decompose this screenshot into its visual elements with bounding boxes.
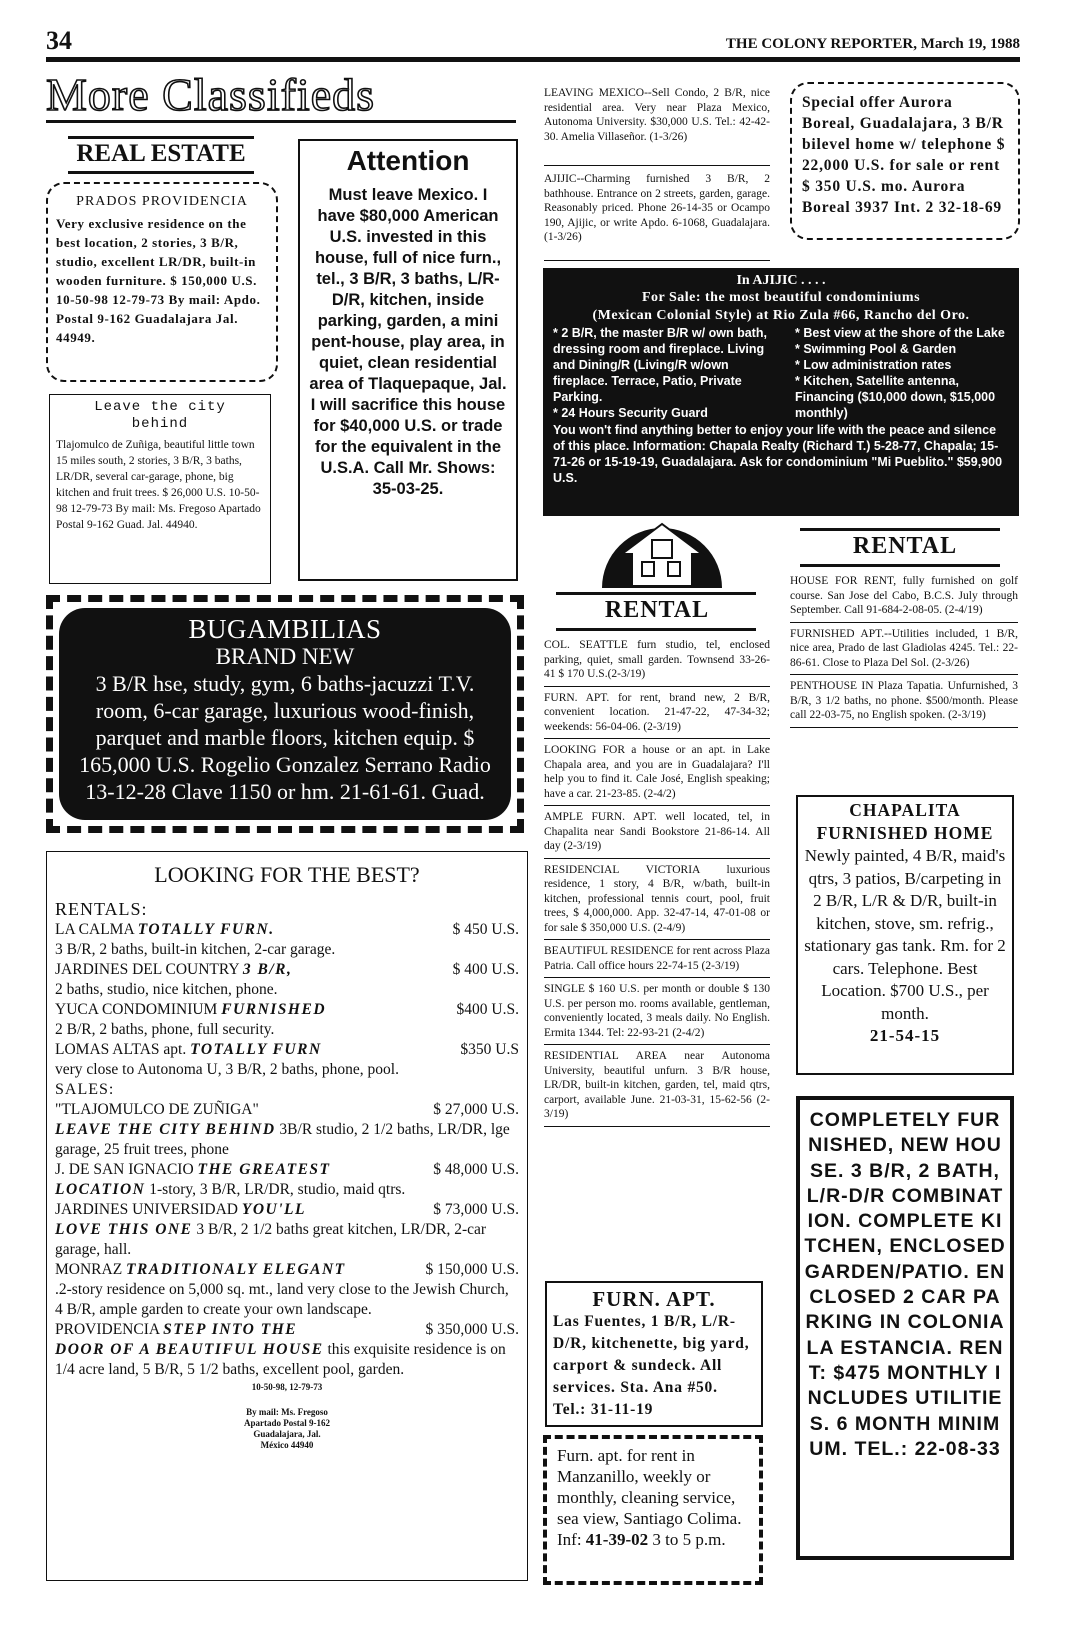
attention-title: Attention <box>346 145 470 176</box>
right-rental-rule-top <box>800 528 1000 531</box>
rentals-list <box>55 920 519 1080</box>
condo-right-item: * Swimming Pool & Garden <box>795 342 957 356</box>
rental-price: $400 U.S. <box>456 1001 519 1018</box>
classified-item: SINGLE $ 160 U.S. per month or double $ 130 U.S. per person mo. rooms available, gentleman, conveniently located, 3 meals daily. No English. Ermita 1344. Tel: 22-93-21 (2-4/2) <box>544 978 770 1045</box>
sale-name: J. DE SAN IGNACIO <box>55 1161 194 1178</box>
mid-rental-list <box>544 634 770 1127</box>
condo-left-item: * 24 Hours Security Guard <box>553 406 708 420</box>
furn-apt-text: Las Fuentes, 1 B/R, L/R-D/R, kitchenette, big yard, carport & sundeck. All services. Sta. Ana #50. Tel.: 31-11-19 <box>553 1313 750 1418</box>
sale-desc-line <box>55 1280 519 1320</box>
manzanillo-text <box>557 1445 749 1550</box>
rental-name: LA CALMA <box>55 921 134 938</box>
completely-furnished-text: COMPLETELY FURNISHED, NEW HOUSE. 3 B/R, 2 BATH, L/R-D/R COMBINATION. COMPLETE KITCHEN, ENCLOSED GARDEN/PATIO. ENCLOSED 2 CAR PARKING IN COLONIA LA ESTANCIA. RENT: $475 MONTHLY INCLUDES UTILITIES. 6 MONTH MINIMUM. TEL.: 22-08-33 <box>804 1109 1006 1460</box>
sale-name: PROVIDENCIA <box>55 1321 160 1338</box>
rental-tag: FURNISHED <box>221 1001 327 1018</box>
sale-row <box>55 1160 519 1180</box>
ajijic-condo-footer: You won't find anything better to enjoy your life with the peace and silence of this place. Information: Chapala Realty (Richard T.) 5-28-77, Chapala; 15-71-26 or 15-19-19, Guadalajara. Ask for condominium "Mi Pueblito." $59,900 U.S. <box>553 423 1003 485</box>
rental-price: $350 U.S <box>460 1041 519 1058</box>
rental-price: $ 400 U.S. <box>452 961 519 978</box>
rental-tag: TOTALLY FURN <box>190 1041 322 1058</box>
sale-price: $ 150,000 U.S. <box>425 1261 519 1278</box>
manzanillo-body: Furn. apt. for rent in Manzanillo, weekly or monthly, cleaning service, sea view, Santiago Colima. Inf: <box>557 1446 742 1549</box>
rental-desc-line <box>55 1060 519 1080</box>
mail-line: Guadalajara, Jal. <box>253 1429 321 1439</box>
attention-ad <box>298 139 518 581</box>
ajijic-condo-title: In AJIJIC . . . . <box>736 273 826 288</box>
condo-right-item: * Kitchen, Satellite antenna, Financing ($10,000 down, $15,000 monthly) <box>795 374 996 420</box>
classified-item: COL. SEATTLE furn studio, tel, enclosed parking, quiet, small garden. Townsend 33-26-41 $ 170 U.S.(2-3/19) <box>544 634 770 687</box>
prados-providencia-ad <box>46 182 278 382</box>
rental-tag: 3 B/R, <box>242 961 293 978</box>
rentals-label: RENTALS: <box>55 899 148 919</box>
sale-desc: this exquisite residence is on 1/4 acre land, 5 B/R, 5 1/2 baths, excellent pool, garden. <box>55 1341 506 1378</box>
sale-name: "TLAJOMULCO DE ZUÑIGA" <box>55 1101 259 1118</box>
classified-item: AMPLE FURN. APT. well located, tel, in Chapalita near Sandi Bookstore 21-86-14. All day (2-3/19) <box>544 806 770 859</box>
furn-apt-ad <box>545 1281 763 1427</box>
rental-row <box>55 960 519 980</box>
rental-desc: 3 B/R, 2 baths, built-in kitchen, 2-car garage. <box>55 941 336 958</box>
completely-furnished-ad <box>796 1096 1014 1560</box>
real-estate-heading: REAL ESTATE <box>76 140 246 167</box>
mail-line: México 44940 <box>260 1440 314 1450</box>
leave-city-ad <box>49 394 271 584</box>
rental-name: YUCA CONDOMINIUM <box>55 1001 218 1018</box>
chapalita-ad <box>796 795 1014 1075</box>
mid-rental-heading: RENTAL <box>604 597 710 623</box>
ajijic-house-ad: AJIJIC--Charming furnished 3 B/R, 2 bathhouse. Entrance on 2 streets, garden, garage. Reasonably priced. Phone 26-14-35 or Ocampo 190, Ajijic, or write Apdo. 6-1068, Guadalajara. (1-3/26) <box>544 173 770 243</box>
rental-desc-line <box>55 1020 519 1040</box>
ajijic-condo-right <box>795 325 1009 421</box>
sale-tag2: DOOR OF A BEAUTIFUL HOUSE <box>55 1341 324 1358</box>
rental-desc: very close to Autonoma U, 3 B/R, 2 baths, phone, pool. <box>55 1061 399 1078</box>
classified-item: RESIDENCIAL VICTORIA luxurious residence, 1 story, 4 B/R, w/bath, built-in kitchen, professional tennis court, pool, fruit trees, $ 4,000,000. App. 32-47-14, 47-01-08 or for sale $ 350,000 U.S. (2-4/9) <box>544 859 770 941</box>
rental-name: LOMAS ALTAS apt. <box>55 1041 187 1058</box>
rental-row <box>55 1000 519 1020</box>
classified-item: HOUSE FOR RENT, fully furnished on golf course. San Jose del Cabo, B.C.S. July through September. Call 91-684-2-08-05. (2-4/19) <box>790 570 1018 623</box>
mid-sep-2 <box>544 260 770 261</box>
sale-name-line <box>55 1200 306 1220</box>
furn-apt-title: FURN. APT. <box>592 1287 716 1311</box>
right-rental-heading: RENTAL <box>852 533 958 559</box>
bugambilias-ad <box>46 595 524 833</box>
right-rental-rule-bottom <box>800 564 1000 567</box>
sale-tag: LEAVE THE CITY BEHIND <box>55 1121 276 1138</box>
manzanillo-ad <box>543 1435 763 1585</box>
sale-name: MONRAZ <box>55 1261 123 1278</box>
classified-item: FURNISHED APT.--Utilities included, 1 B/R, nice area, Prado de last Gladiolas 4245. Tel.: 22-86-61. Close to Plaza Del Sol. (2-3/26) <box>790 623 1018 676</box>
mid-sep-1 <box>544 165 770 166</box>
sale-name-line <box>55 1260 346 1280</box>
sale-desc-line <box>55 1180 519 1200</box>
prados-providencia-title: PRADOS PROVIDENCIA <box>76 194 248 209</box>
sale-tag2: LOVE THIS ONE <box>55 1221 193 1238</box>
house-logo-icon <box>592 516 732 588</box>
ajijic-condo-ad <box>543 268 1019 516</box>
looking-phones: 10-50-98, 12-79-73 <box>251 1382 323 1392</box>
rental-tag: TOTALLY FURN. <box>137 921 275 938</box>
sale-row <box>55 1100 519 1120</box>
attention-text: Must leave Mexico. I have $80,000 American U.S. invested in this house, full of nice furn., tel., 3 B/R, 3 baths, L/R-D/R, kitchen, inside parking, garden, a mini pent-house, play area, in quiet, clean residential area of Tlaquepaque, Jal. I will sacrifice this house for $40,000 U.S. or trade for the equivalent in the U.S.A. Call Mr. Shows: 35-03-25. <box>309 186 507 498</box>
classified-item: RESIDENTIAL AREA near Autonoma University, beautiful unfurn. 3 B/R house, LR/DR, built-in kitchen, garden, tel, maid qtrs, carport, available June. 21-03-31, 15-62-56 (2-3/19) <box>544 1045 770 1127</box>
sale-name-line <box>55 1100 259 1120</box>
ajijic-condo-line1: For Sale: the most beautiful condominiums <box>641 290 921 305</box>
sale-desc: 3B/R studio, 2 1/2 baths, LR/DR, lge garage, 25 fruit trees, phone <box>55 1121 510 1158</box>
rental-desc-line <box>55 940 519 960</box>
page-number: 34 <box>46 26 72 55</box>
classified-item: FURN. APT. for rent, brand new, 2 B/R, convenient location. 21-47-22, 47-34-32; weekends: 56-04-06. (2-3/19) <box>544 687 770 740</box>
sale-row <box>55 1260 519 1280</box>
right-rental-list <box>790 570 1018 728</box>
sale-row <box>55 1320 519 1340</box>
rental-name-line <box>55 1000 326 1020</box>
sale-price: $ 48,000 U.S. <box>433 1161 519 1178</box>
sale-desc-line <box>55 1340 519 1380</box>
ajijic-condo-left <box>553 325 783 421</box>
sale-name-line <box>55 1320 297 1340</box>
real-estate-rule-bottom <box>68 171 254 174</box>
mid-rental-rule-bottom <box>556 628 756 631</box>
sale-name-line <box>55 1160 331 1180</box>
chapalita-text: Newly painted, 4 B/R, maid's qtrs, 3 patios, B/carpeting in 2 B/R, L/R & D/R, built-in kitchen, stove, sm. refrig., stationary gas tank. Rm. for 2 cars. Telephone. Best Location. $700 U.S., per month. <box>804 846 1006 1023</box>
manzanillo-hours: 3 to 5 p.m. <box>652 1530 726 1549</box>
sales-list <box>55 1100 519 1380</box>
section-title: More Classifieds <box>46 69 376 120</box>
sale-tag: STEP INTO THE <box>163 1321 298 1338</box>
classified-item: PENTHOUSE IN Plaza Tapatia. Unfurnished, 3 B/R, 3 1/2 baths, no phone. $500/month. Please call 22-03-75, no English spoken. (2-3/19) <box>790 675 1018 728</box>
leave-city-title: Leave the city behind <box>94 399 226 432</box>
publication-line: THE COLONY REPORTER, March 19, 1988 <box>725 36 1020 52</box>
sales-label: SALES: <box>55 1081 115 1098</box>
rental-name-line <box>55 920 275 940</box>
looking-best-ad <box>46 851 528 1581</box>
bugambilias-text: 3 B/R hse, study, gym, 6 baths-jacuzzi T.V. room, 6-car garage, luxurious wood-finish, parquet and marble floors, kitchen equip. $ 165,000 U.S. Rogelio Gonzalez Serrano Radio 13-12-28 Clave 1150 or hm. 21-61-61. Guad. <box>79 671 491 804</box>
section-title-rule <box>46 120 516 123</box>
rental-desc: 2 B/R, 2 baths, phone, full security. <box>55 1021 275 1038</box>
rental-desc-line <box>55 980 519 1000</box>
ajijic-condo-line2: (Mexican Colonial Style) at Rio Zula #66, Rancho del Oro. <box>592 308 970 323</box>
rental-name: JARDINES DEL COUNTRY <box>55 961 239 978</box>
bugambilias-subtitle: BRAND NEW <box>215 644 355 669</box>
rental-price: $ 450 U.S. <box>452 921 519 938</box>
rental-desc: 2 baths, studio, nice kitchen, phone. <box>55 981 278 998</box>
sale-tag: YOU'LL <box>241 1201 306 1218</box>
looking-mail <box>55 1407 519 1451</box>
aurora-boreal-text: Special offer Aurora Boreal, Guadalajara, 3 B/R bilevel home w/ telephone $ 22,000 U.S. for sale or rent $ 350 U.S. mo. Aurora Boreal 3937 Int. 2 32-18-69 <box>802 94 1006 216</box>
header-rule <box>46 57 1020 62</box>
rental-name-line <box>55 960 292 980</box>
rental-name-line <box>55 1040 322 1060</box>
sale-tag: TRADITIONALY ELEGANT <box>126 1261 346 1278</box>
sale-price: $ 350,000 U.S. <box>425 1321 519 1338</box>
sale-tag: THE GREATEST <box>197 1161 331 1178</box>
rental-row <box>55 920 519 940</box>
chapalita-title: CHAPALITA FURNISHED HOME <box>816 800 994 843</box>
condo-right-item: * Low administration rates <box>795 358 952 372</box>
classified-item: LOOKING FOR a house or an apt. in Lake Chapala area, and you are in Guadalajara? I'll help you to find it. Cale José, English speaking; have a car. 21-23-85. (2-4/2) <box>544 739 770 806</box>
sale-row <box>55 1200 519 1220</box>
mid-rental-rule-top <box>556 592 756 595</box>
mail-line: By mail: Ms. Fregoso <box>246 1407 328 1417</box>
sale-price: $ 27,000 U.S. <box>433 1101 519 1118</box>
condo-left-item: * 2 B/R, the master B/R w/ own bath, dressing room and fireplace. Living and Dining/R (Living/R w/own fireplace. Terrace, Patio, Private Parking. <box>553 326 767 404</box>
leaving-mexico-ad: LEAVING MEXICO--Sell Condo, 2 B/R, nice residential area. Very near Plaza Mexico, Autonoma University. $30,000 U.S. Tel.: 42-42-30. Amelia Villaseñor. (1-3/26) <box>544 87 770 143</box>
sale-desc: .2-story residence on 5,000 sq. mt., land very close to the Jewish Church, 4 B/R, ample garden to create your own landscape. <box>55 1281 509 1318</box>
bugambilias-title: BUGAMBILIAS <box>188 614 382 644</box>
sale-desc-line <box>55 1220 519 1260</box>
sale-price: $ 73,000 U.S. <box>433 1201 519 1218</box>
aurora-boreal-ad <box>790 82 1020 240</box>
real-estate-rule <box>68 136 254 139</box>
looking-best-title: LOOKING FOR THE BEST? <box>154 862 420 887</box>
manzanillo-phone: 41-39-02 <box>585 1530 649 1549</box>
sale-desc: 1-story, 3 B/R, LR/DR, studio, maid qtrs. <box>149 1181 406 1198</box>
sale-desc-line <box>55 1120 519 1160</box>
sale-name: JARDINES UNIVERSIDAD <box>55 1201 238 1218</box>
prados-providencia-text: Very exclusive residence on the best location, 2 stories, 3 B/R, studio, excellent LR/DR, built-in wooden furniture. $ 150,000 U.S. 10-50-98 12-79-73 By mail: Apdo. Postal 9-162 Guadalajara Jal. 44949. <box>56 216 261 345</box>
rental-row <box>55 1040 519 1060</box>
sale-tag2: LOCATION <box>55 1181 146 1198</box>
classified-item: BEAUTIFUL RESIDENCE for rent across Plaza Patria. Call office hours 22-74-15 (2-3/19) <box>544 940 770 978</box>
chapalita-phone: 21-54-15 <box>869 1026 941 1045</box>
condo-right-item: * Best view at the shore of the Lake <box>795 326 1005 340</box>
leave-city-text: Tlajomulco de Zuñiga, beautiful little town 15 miles south, 2 stories, 3 B/R, 3 baths, LR/DR, several car-garage, phone, big kitchen and fruit trees. $ 26,000 U.S. 10-50-98 12-79-73 By mail: Ms. Fregoso Apartado Postal 9-162 Guad. Jal. 44940. <box>56 439 261 531</box>
sale-desc: 3 B/R, 2 1/2 baths great kitchen, LR/DR, 2-car garage, hall. <box>55 1221 487 1258</box>
mail-line: Apartado Postal 9-162 <box>244 1418 330 1428</box>
